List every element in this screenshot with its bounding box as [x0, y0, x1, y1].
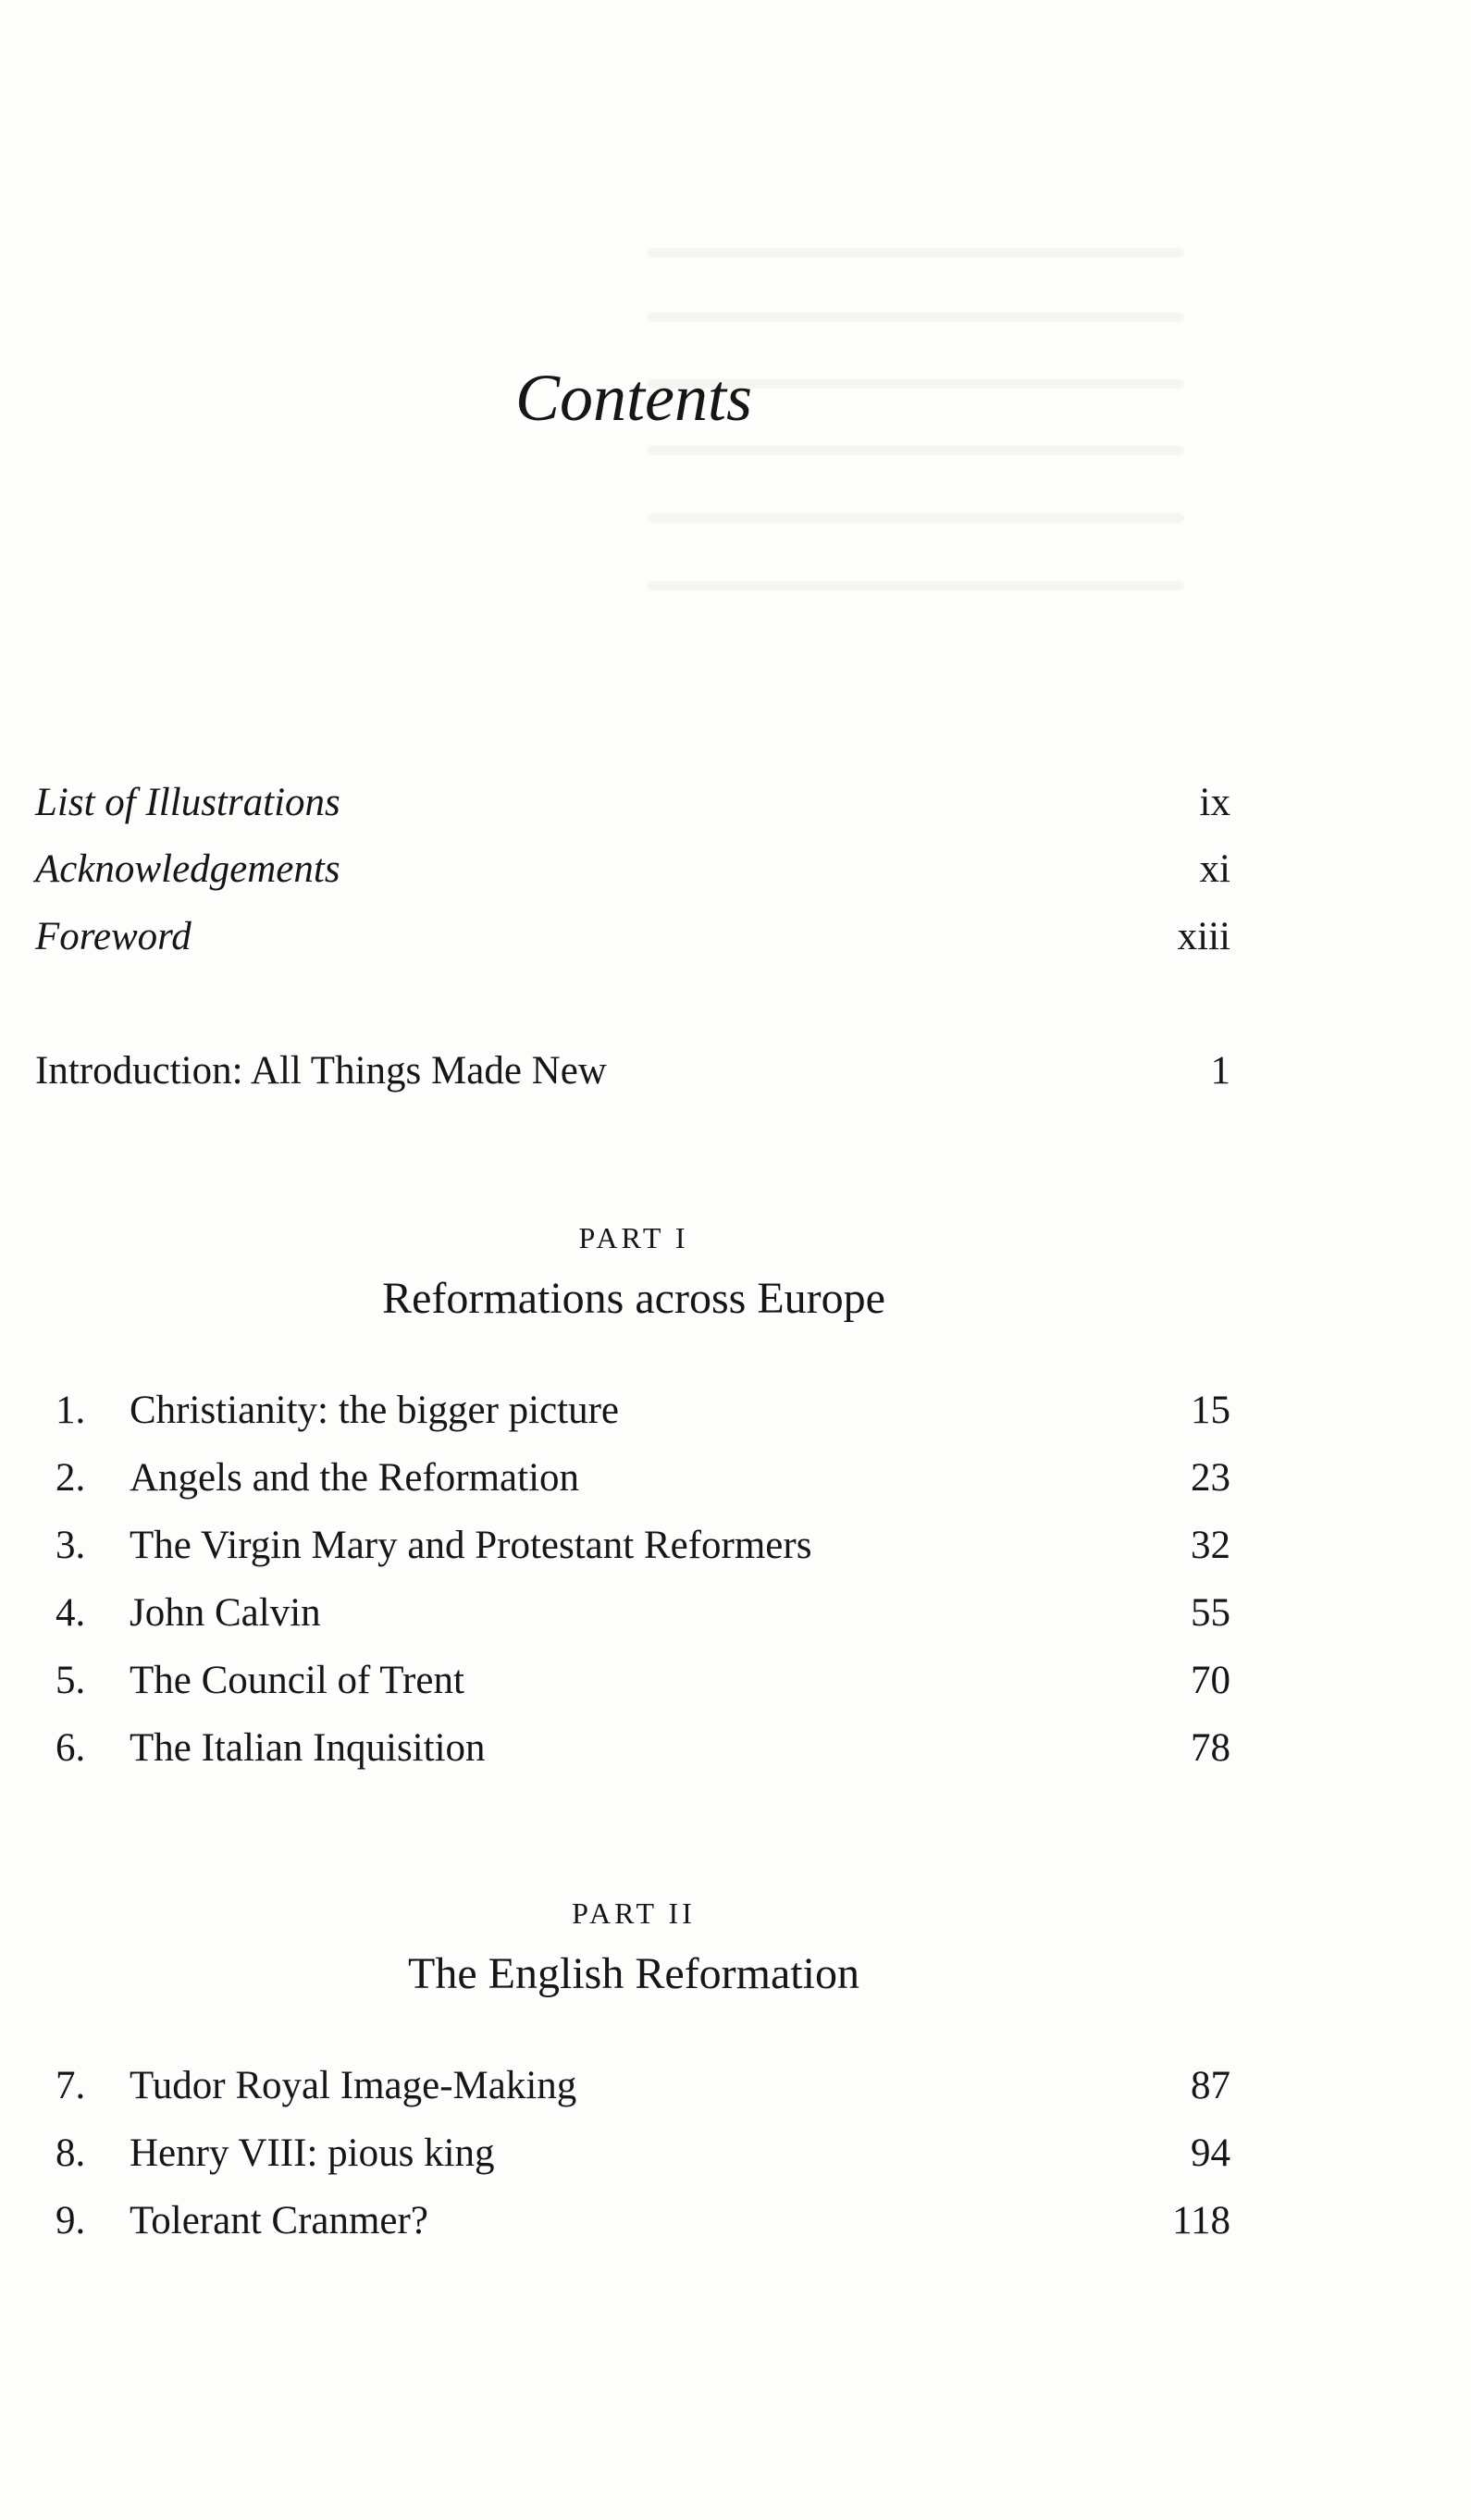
chapter-title: The Virgin Mary and Protestant Reformers: [130, 1524, 812, 1567]
chapter-title: The Italian Inquisition: [130, 1726, 486, 1770]
toc-chapter-4[interactable]: [35, 1586, 1230, 1641]
toc-chapter-1[interactable]: [35, 1383, 1230, 1439]
toc-chapter-9[interactable]: [35, 2193, 1230, 2249]
chapter-number: 4.: [56, 1591, 86, 1635]
chapter-number: 3.: [56, 1524, 86, 1567]
part-label: PART I: [578, 1221, 689, 1254]
page-title: Contents: [514, 361, 752, 435]
toc-chapter-6[interactable]: [35, 1721, 1230, 1776]
show-through-line: [648, 581, 1184, 590]
part-label: PART II: [572, 1896, 696, 1930]
chapter-page: 55: [1191, 1591, 1230, 1635]
toc-entry-label: List of Illustrations: [35, 781, 340, 824]
toc-entry-acknowledgements[interactable]: [35, 842, 1230, 897]
show-through-line: [648, 313, 1184, 322]
show-through-line: [648, 446, 1184, 455]
toc-chapter-5[interactable]: [35, 1653, 1230, 1709]
part-title: Reformations across Europe: [382, 1274, 885, 1323]
toc-entry-label: Acknowledgements: [35, 847, 340, 891]
chapter-title: The Council of Trent: [130, 1659, 464, 1702]
chapter-number: 8.: [56, 2131, 86, 2175]
show-through-line: [648, 513, 1184, 523]
toc-entry-page: xi: [1199, 847, 1230, 891]
chapter-page: 78: [1191, 1726, 1230, 1770]
chapter-number: 6.: [56, 1726, 86, 1770]
chapter-title: Tolerant Cranmer?: [130, 2199, 428, 2242]
chapter-page: 15: [1191, 1389, 1230, 1432]
show-through-line: [648, 248, 1184, 257]
chapter-page: 23: [1191, 1456, 1230, 1500]
chapter-number: 1.: [56, 1389, 86, 1432]
chapter-title: Christianity: the bigger picture: [130, 1389, 620, 1432]
chapter-page: 32: [1191, 1524, 1230, 1567]
toc-entry-foreword[interactable]: [35, 909, 1230, 965]
chapter-title: Angels and the Reformation: [130, 1456, 580, 1500]
toc-chapter-8[interactable]: [35, 2126, 1230, 2181]
toc-chapter-3[interactable]: [35, 1518, 1230, 1574]
chapter-title: Tudor Royal Image-Making: [130, 2064, 577, 2107]
toc-entry-page: 1: [1210, 1049, 1230, 1093]
chapter-number: 5.: [56, 1659, 86, 1702]
chapter-number: 9.: [56, 2199, 86, 2242]
toc-chapter-7[interactable]: [35, 2058, 1230, 2114]
chapter-title: Henry VIII: pious king: [130, 2131, 495, 2175]
chapter-number: 2.: [56, 1456, 86, 1500]
toc-chapter-2[interactable]: [35, 1451, 1230, 1506]
chapter-number: 7.: [56, 2064, 86, 2107]
chapter-page: 70: [1191, 1659, 1230, 1702]
part-title: The English Reformation: [408, 1949, 859, 1998]
toc-entry-label: Foreword: [35, 915, 192, 958]
chapter-page: 118: [1172, 2199, 1230, 2242]
chapter-page: 94: [1191, 2131, 1230, 2175]
chapter-title: John Calvin: [130, 1591, 321, 1635]
chapter-page: 87: [1191, 2064, 1230, 2107]
toc-entry-label: Introduction: All Things Made New: [35, 1049, 607, 1093]
toc-entry-introduction[interactable]: [35, 1044, 1230, 1099]
toc-entry-page: xiii: [1177, 915, 1230, 958]
toc-entry-page: ix: [1199, 781, 1230, 824]
toc-entry-list-of-illustrations[interactable]: [35, 775, 1230, 831]
